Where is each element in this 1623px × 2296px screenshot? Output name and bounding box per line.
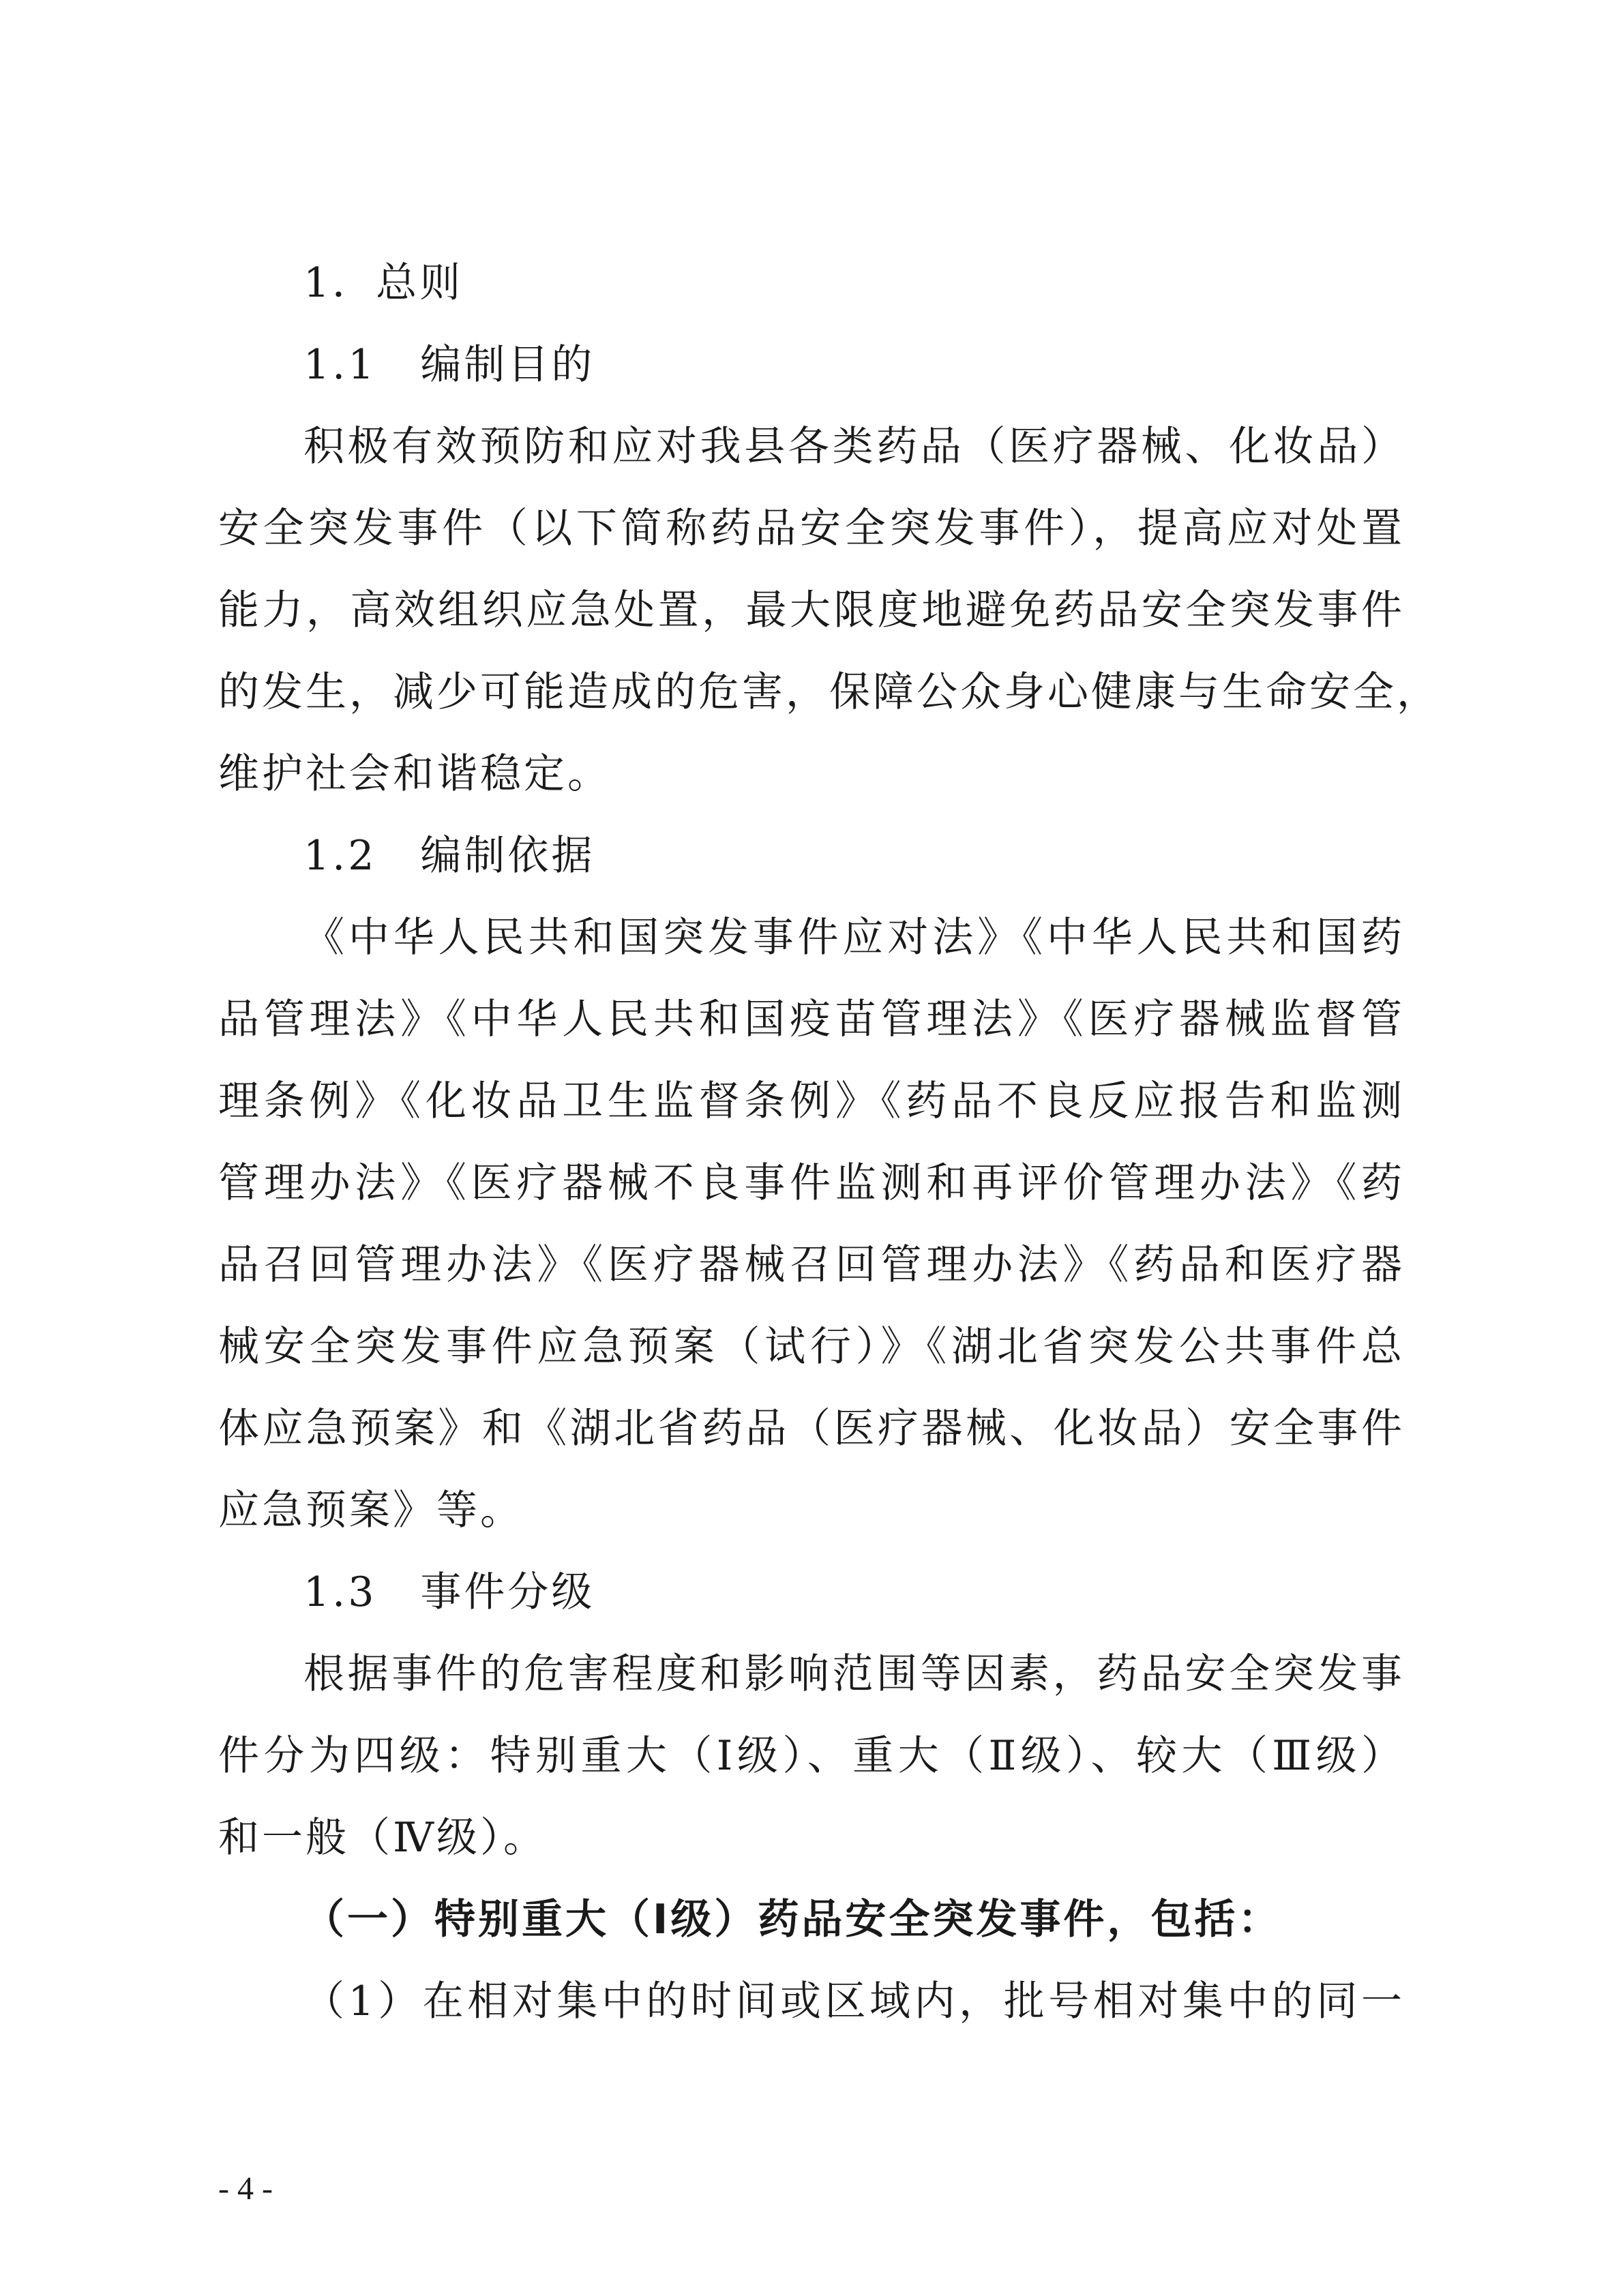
paragraph-line: 的发生，减少可能造成的危害，保障公众身心健康与生命安全， xyxy=(218,668,1440,716)
paragraph-line: 件分为四级：特别重大（Ⅰ级）、重大（Ⅱ级）、较大（Ⅲ级） xyxy=(218,1732,1405,1780)
paragraph-line: 品召回管理办法》《医疗器械召回管理办法》《药品和医疗器 xyxy=(218,1241,1405,1289)
heading-purpose: 1.1 编制目的 xyxy=(303,341,595,389)
paragraph-line: 体应急预案》和《湖北省药品（医疗器械、化妆品）安全事件 xyxy=(218,1405,1405,1452)
heading-general-principles: 1．总则 xyxy=(303,259,464,307)
paragraph-line: 应急预案》等。 xyxy=(218,1487,524,1534)
paragraph-line: 维护社会和谐稳定。 xyxy=(218,750,611,798)
paragraph-line: 《中华人民共和国突发事件应对法》《中华人民共和国药 xyxy=(303,914,1405,961)
paragraph-line: （1）在相对集中的时间或区域内，批号相对集中的同一 xyxy=(303,1978,1405,2025)
paragraph-line: 积极有效预防和应对我县各类药品（医疗器械、化妆品） xyxy=(303,423,1405,471)
paragraph-line: 根据事件的危害程度和影响范围等因素，药品安全突发事 xyxy=(303,1650,1405,1698)
heading-event-classification: 1.3 事件分级 xyxy=(303,1568,595,1616)
paragraph-line: 安全突发事件（以下简称药品安全突发事件），提高应对处置 xyxy=(218,505,1405,552)
paragraph-line: 管理办法》《医疗器械不良事件监测和再评价管理办法》《药 xyxy=(218,1159,1405,1207)
paragraph-line: 品管理法》《中华人民共和国疫苗管理法》《医疗器械监督管 xyxy=(218,996,1405,1043)
paragraph-line: 械安全突发事件应急预案（试行）》《湖北省突发公共事件总 xyxy=(218,1323,1405,1371)
paragraph-line: 理条例》《化妆品卫生监督条例》《药品不良反应报告和监测 xyxy=(218,1077,1405,1125)
paragraph-line: 和一般（Ⅳ级）。 xyxy=(218,1814,547,1862)
heading-basis: 1.2 编制依据 xyxy=(303,832,595,880)
page-number: - 4 - xyxy=(218,2171,273,2207)
paragraph-line: 能力，高效组织应急处置，最大限度地避免药品安全突发事件 xyxy=(218,586,1405,634)
subheading-level-one: （一）特别重大（Ⅰ级）药品安全突发事件，包括： xyxy=(303,1896,1282,1943)
